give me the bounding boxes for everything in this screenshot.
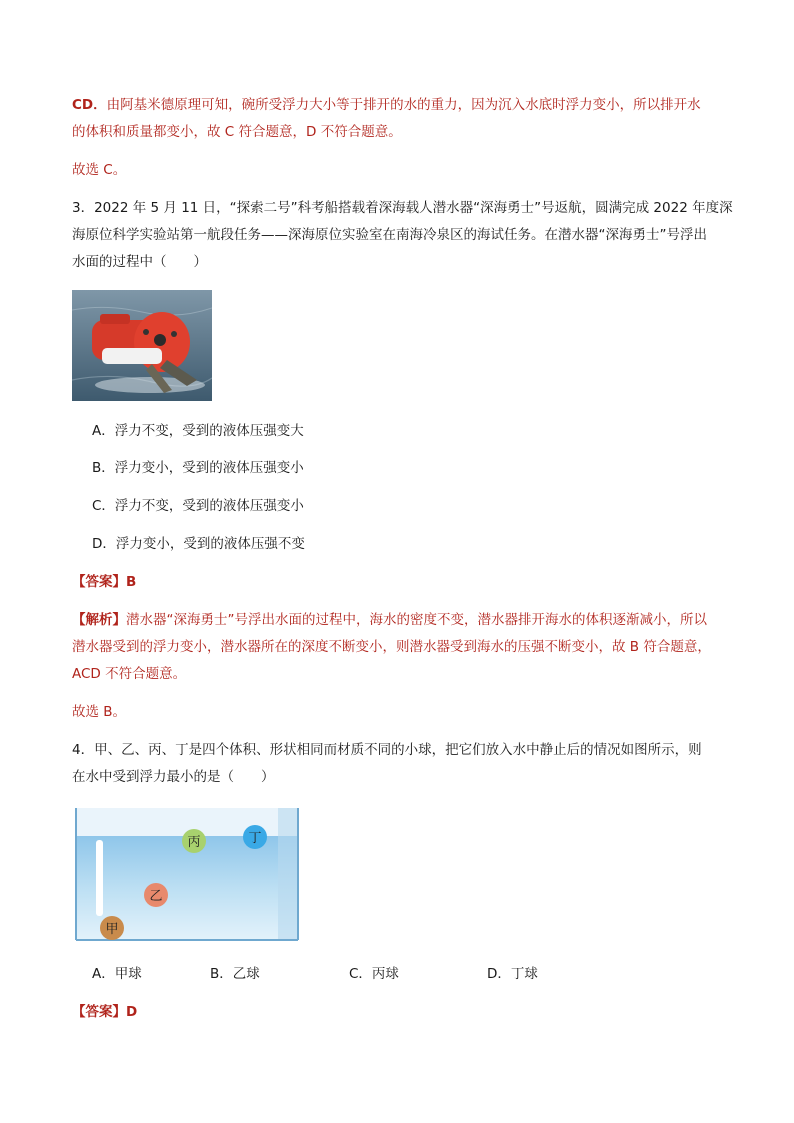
q4-stem-line2: 在水中受到浮力最小的是（ ） bbox=[72, 769, 275, 785]
ball-yi bbox=[144, 883, 168, 907]
q4-option-c: C．丙球 bbox=[349, 966, 399, 982]
q4-stem-line1: 4．甲、乙、丙、丁是四个体积、形状相同而材质不同的小球，把它们放入水中静止后的情况如图所示，则 bbox=[72, 742, 702, 758]
q3-analysis-text1: 潜水器“深海勇士”号浮出水面的过程中，海水的密度不变，潜水器排开海水的体积逐渐减小，所以 bbox=[126, 612, 707, 628]
q4-answer: 【答案】D bbox=[72, 1004, 138, 1020]
ball-jia bbox=[100, 916, 124, 940]
ball-jia-label: 甲 bbox=[105, 922, 119, 937]
q3-analysis-label: 【解析】 bbox=[72, 612, 126, 628]
q4-option-d: D．丁球 bbox=[487, 966, 538, 982]
q3-answer: 【答案】B bbox=[72, 574, 137, 590]
beaker-diagram bbox=[72, 808, 302, 942]
q4-option-b: B．乙球 bbox=[210, 966, 260, 982]
q3-option-a: A．浮力不变，受到的液体压强变大 bbox=[92, 423, 304, 439]
q2-cd-label: CD． bbox=[72, 97, 107, 113]
submersible-photo bbox=[72, 290, 212, 401]
q3-stem-line3: 水面的过程中（ ） bbox=[72, 254, 207, 270]
q3-stem-line2: 海原位科学实验站第一航段任务——深海原位实验室在南海冷泉区的海试任务。在潜水器“深海勇士”号浮出 bbox=[72, 227, 707, 243]
q2-cd-line1 bbox=[72, 95, 701, 115]
submersible-illustration bbox=[72, 290, 212, 401]
ball-ding bbox=[243, 825, 267, 849]
beaker-figure bbox=[72, 808, 302, 942]
q3-analysis-line3: ACD 不符合题意。 bbox=[72, 666, 187, 682]
q3-option-b: B．浮力变小，受到的液体压强变小 bbox=[92, 460, 304, 476]
q3-analysis-line1 bbox=[72, 610, 707, 630]
q3-analysis-line2: 潜水器受到的浮力变小，潜水器所在的深度不断变小，则潜水器受到海水的压强不断变小，故 B 符合题意， bbox=[72, 639, 711, 655]
ball-ding-label: 丁 bbox=[248, 831, 262, 846]
q4-option-a: A．甲球 bbox=[92, 966, 142, 982]
q2-cd-line2: 的体积和质量都变小，故 C 符合题意，D 不符合题意。 bbox=[72, 124, 402, 140]
q3-stem-line1: 3．2022 年 5 月 11 日，“探索二号”科考船搭载着深海载人潜水器“深海勇士”号返航，圆满完成 2022 年度深 bbox=[72, 200, 733, 216]
q2-conclusion: 故选 C。 bbox=[72, 162, 127, 178]
q2-cd-text1: 由阿基米德原理可知，碗所受浮力大小等于排开的水的重力，因为沉入水底时浮力变小，所以排开水 bbox=[106, 97, 701, 113]
ball-bing-label: 丙 bbox=[187, 835, 201, 850]
q3-option-d: D．浮力变小，受到的液体压强不变 bbox=[92, 536, 305, 552]
ball-yi-label: 乙 bbox=[149, 889, 163, 904]
ball-bing bbox=[182, 829, 206, 853]
q3-option-c: C．浮力不变，受到的液体压强变小 bbox=[92, 498, 304, 514]
q3-conclusion: 故选 B。 bbox=[72, 704, 127, 720]
